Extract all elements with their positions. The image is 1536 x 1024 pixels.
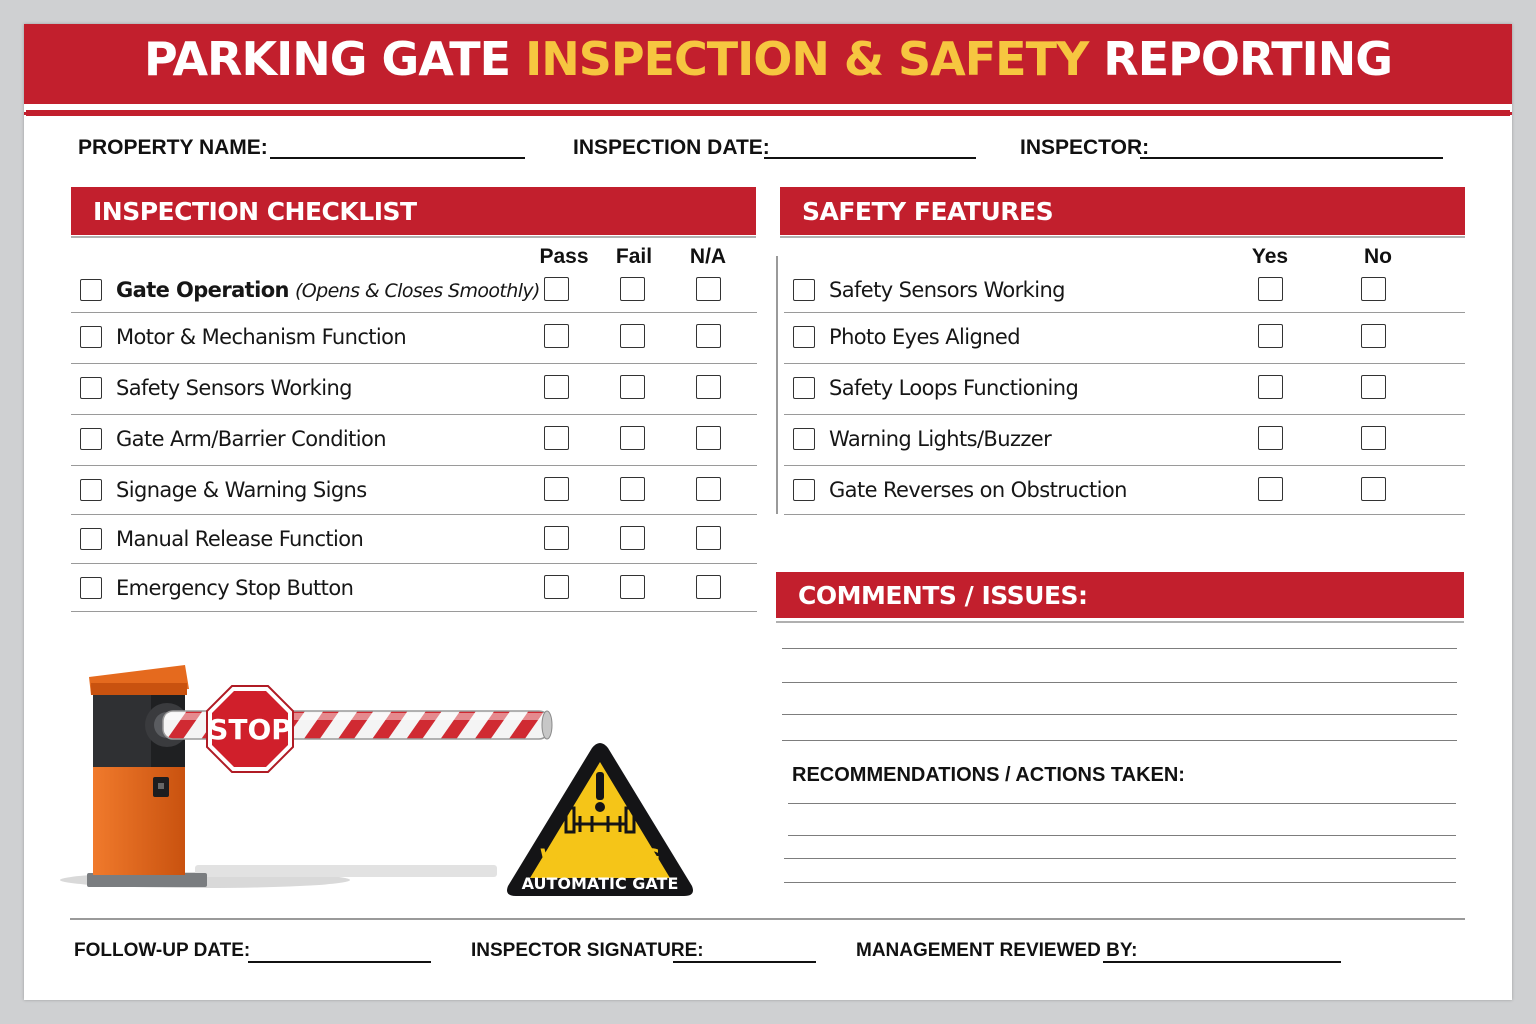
row-checkbox[interactable]	[793, 326, 815, 348]
stop-sign-text: STOP	[208, 713, 292, 746]
safety-features-header: SAFETY FEATURES	[780, 187, 1465, 235]
property-name-label: PROPERTY NAME:	[78, 136, 268, 159]
safety-item-label: Gate Reverses on Obstruction	[829, 478, 1127, 502]
yes-checkbox[interactable]	[1258, 324, 1283, 348]
management-reviewed-label: MANAGEMENT REVIEWED BY:	[856, 940, 1138, 961]
checklist-row	[71, 466, 757, 515]
page-title	[24, 30, 1512, 90]
no-checkbox[interactable]	[1361, 375, 1386, 399]
row-checkbox[interactable]	[80, 326, 102, 348]
row-checkbox[interactable]	[793, 279, 815, 301]
checklist-header-rule	[71, 236, 756, 238]
no-checkbox[interactable]	[1361, 277, 1386, 301]
safety-row	[784, 364, 1465, 415]
inspection-date-label: INSPECTION DATE:	[573, 136, 770, 159]
row-checkbox[interactable]	[793, 428, 815, 450]
col-na: N/A	[689, 245, 727, 268]
na-checkbox[interactable]	[696, 526, 721, 550]
na-checkbox[interactable]	[696, 426, 721, 450]
pass-checkbox[interactable]	[544, 575, 569, 599]
follow-up-date-field[interactable]	[248, 961, 431, 963]
inspector-field[interactable]	[1140, 157, 1443, 159]
fail-checkbox[interactable]	[620, 526, 645, 550]
safety-row	[784, 313, 1465, 364]
management-reviewed-field[interactable]	[1103, 961, 1341, 963]
checklist-row	[71, 313, 757, 364]
row-checkbox[interactable]	[80, 279, 102, 301]
comments-header-rule	[776, 621, 1464, 623]
safety-item-label: Warning Lights/Buzzer	[829, 427, 1052, 451]
barrier-gate-illustration	[55, 655, 575, 905]
checklist-item-label	[116, 278, 540, 302]
row-checkbox[interactable]	[80, 528, 102, 550]
no-checkbox[interactable]	[1361, 477, 1386, 501]
checklist-item-label: Emergency Stop Button	[116, 576, 354, 600]
fail-checkbox[interactable]	[620, 324, 645, 348]
comments-line-3[interactable]	[782, 714, 1457, 715]
safety-row	[784, 266, 1465, 313]
warning-sign-illustration	[500, 740, 700, 902]
fail-checkbox[interactable]	[620, 277, 645, 301]
comments-line-2[interactable]	[782, 682, 1457, 683]
pass-checkbox[interactable]	[544, 477, 569, 501]
comments-header: COMMENTS / ISSUES:	[776, 572, 1464, 618]
section-divider	[776, 256, 778, 514]
row-checkbox[interactable]	[793, 479, 815, 501]
title-underline	[24, 112, 1512, 115]
checklist-row	[71, 564, 757, 612]
safety-row	[784, 466, 1465, 515]
checklist-item-label: Signage & Warning Signs	[116, 478, 367, 502]
inspection-checklist-header: INSPECTION CHECKLIST	[71, 187, 756, 235]
na-checkbox[interactable]	[696, 477, 721, 501]
checklist-item-label: Manual Release Function	[116, 527, 364, 551]
follow-up-date-label: FOLLOW-UP DATE:	[74, 940, 251, 961]
yes-checkbox[interactable]	[1258, 426, 1283, 450]
safety-item-label: Photo Eyes Aligned	[829, 325, 1020, 349]
checklist-row	[71, 415, 757, 466]
pass-checkbox[interactable]	[544, 324, 569, 348]
col-no: No	[1364, 245, 1392, 268]
recommendations-label: RECOMMENDATIONS / ACTIONS TAKEN:	[792, 764, 1185, 786]
title-highlight: INSPECTION & SAFETY	[525, 32, 1089, 86]
recommendations-line-1[interactable]	[788, 803, 1456, 804]
checklist-item-label: Motor & Mechanism Function	[116, 325, 407, 349]
row-checkbox[interactable]	[80, 577, 102, 599]
title-part-3: REPORTING	[1088, 32, 1393, 86]
row-checkbox[interactable]	[793, 377, 815, 399]
property-name-field[interactable]	[270, 157, 525, 159]
recommendations-line-4[interactable]	[784, 882, 1456, 883]
pass-checkbox[interactable]	[544, 375, 569, 399]
exclamation-icon	[596, 772, 604, 800]
na-checkbox[interactable]	[696, 277, 721, 301]
na-checkbox[interactable]	[696, 575, 721, 599]
checklist-row	[71, 364, 757, 415]
fail-checkbox[interactable]	[620, 477, 645, 501]
comments-line-1[interactable]	[782, 648, 1457, 649]
na-checkbox[interactable]	[696, 324, 721, 348]
inspection-date-field[interactable]	[764, 157, 976, 159]
row-checkbox[interactable]	[80, 428, 102, 450]
safety-header-rule	[780, 236, 1465, 238]
warning-title: WARNING	[539, 846, 661, 871]
checklist-item-label: Safety Sensors Working	[116, 376, 352, 400]
yes-checkbox[interactable]	[1258, 375, 1283, 399]
na-checkbox[interactable]	[696, 375, 721, 399]
row-checkbox[interactable]	[80, 479, 102, 501]
fail-checkbox[interactable]	[620, 426, 645, 450]
col-pass: Pass	[539, 245, 589, 268]
recommendations-line-3[interactable]	[784, 858, 1456, 859]
safety-item-label: Safety Loops Functioning	[829, 376, 1079, 400]
checklist-item-label: Gate Arm/Barrier Condition	[116, 427, 386, 451]
title-part-1: PARKING GATE	[143, 32, 526, 86]
checklist-item-title: Gate Operation	[116, 278, 289, 302]
safety-item-label: Safety Sensors Working	[829, 278, 1065, 302]
footer-rule	[70, 918, 1465, 920]
col-fail: Fail	[615, 245, 653, 268]
fail-checkbox[interactable]	[620, 575, 645, 599]
recommendations-line-2[interactable]	[788, 835, 1456, 836]
checklist-row	[71, 266, 757, 313]
yes-checkbox[interactable]	[1258, 277, 1283, 301]
checklist-row	[71, 515, 757, 564]
pass-checkbox[interactable]	[544, 526, 569, 550]
pass-checkbox[interactable]	[544, 277, 569, 301]
inspector-signature-label: INSPECTOR SIGNATURE:	[471, 940, 704, 961]
pass-checkbox[interactable]	[544, 426, 569, 450]
safety-row	[784, 415, 1465, 466]
row-checkbox[interactable]	[80, 377, 102, 399]
warning-subtitle: AUTOMATIC GATE	[521, 874, 679, 893]
inspector-label: INSPECTOR:	[1020, 136, 1150, 159]
no-checkbox[interactable]	[1361, 324, 1386, 348]
no-checkbox[interactable]	[1361, 426, 1386, 450]
inspector-signature-field[interactable]	[673, 961, 816, 963]
checklist-item-note: (Opens & Closes Smoothly)	[294, 280, 540, 302]
yes-checkbox[interactable]	[1258, 477, 1283, 501]
fail-checkbox[interactable]	[620, 375, 645, 399]
col-yes: Yes	[1251, 245, 1289, 268]
comments-line-4[interactable]	[782, 740, 1457, 741]
